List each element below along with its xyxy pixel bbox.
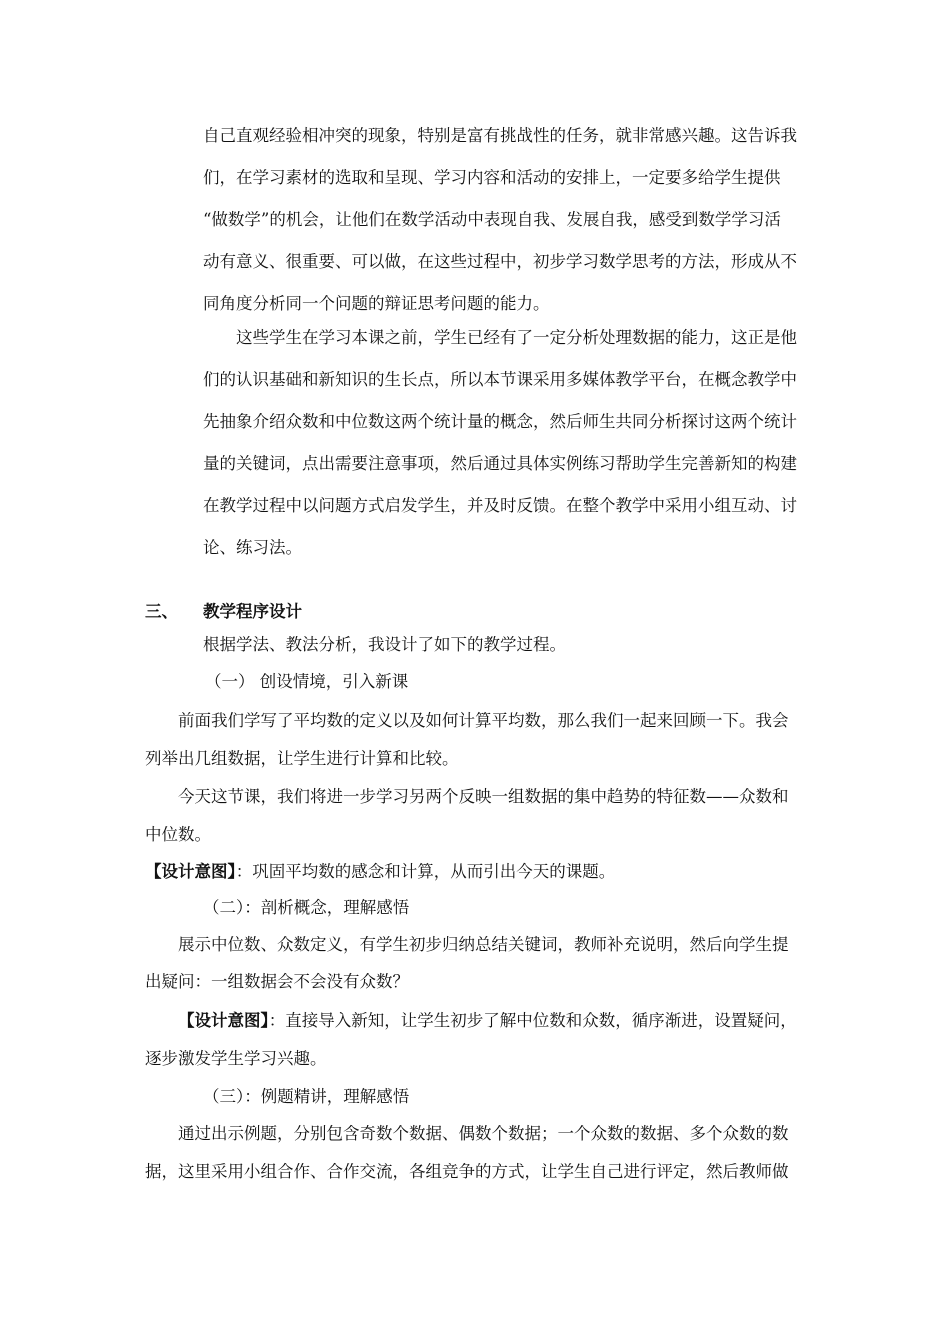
paragraph-line: 今天这节课，我们将进一步学习另两个反映一组数据的集中趋势的特征数——众数和: [178, 787, 789, 806]
paragraph-line: 通过出示例题，分别包含奇数个数据、偶数个数据；一个众数的数据、多个众数的数: [178, 1124, 789, 1143]
paragraph-line: 据，这里采用小组合作、合作交流，各组竞争的方式，让学生自己进行评定，然后教师做: [145, 1162, 789, 1181]
paragraph-line: 自己直观经验相冲突的现象，特别是富有挑战性的任务，就非常感兴趣。这告诉我: [203, 126, 797, 145]
paragraph-line: 量的关键词，点出需要注意事项，然后通过具体实例练习帮助学生完善新知的构建: [203, 454, 797, 473]
section-title: 教学程序设计: [203, 602, 302, 621]
paragraph-line: 展示中位数、众数定义，有学生初步归纳总结关键词，教师补充说明，然后向学生提: [178, 935, 789, 954]
subsection-heading: （一） 创设情境，引入新课: [205, 672, 409, 691]
design-intent: [178, 1013, 797, 1030]
paragraph-line: 列举出几组数据，让学生进行计算和比较。: [145, 749, 459, 768]
paragraph-line: 论、练习法。: [203, 538, 302, 557]
paragraph-line: 动有意义、很重要、可以做，在这些过程中，初步学习数学思考的方法，形成从不: [203, 252, 797, 271]
design-intent-label: 【设计意图】: [145, 862, 236, 881]
design-intent: [145, 864, 615, 881]
subsection-heading: （二）：剖析概念，理解感悟: [203, 898, 410, 917]
paragraph-line: 前面我们学写了平均数的定义以及如何计算平均数，那么我们一起来回顾一下。我会: [178, 711, 789, 730]
paragraph-line: 在教学过程中以问题方式启发学生，并及时反馈。在整个教学中采用小组互动、讨: [203, 496, 797, 515]
paragraph-line: 们，在学习素材的选取和呈现、学习内容和活动的安排上，一定要多给学生提供: [203, 168, 781, 187]
paragraph-line: 们的认识基础和新知识的生长点，所以本节课采用多媒体教学平台，在概念教学中: [203, 370, 797, 389]
paragraph-line: 出疑问：一组数据会不会没有众数？: [145, 972, 409, 991]
paragraph-line: 先抽象介绍众数和中位数这两个统计量的概念，然后师生共同分析探讨这两个统计: [203, 412, 797, 431]
design-intent-text: ：巩固平均数的感念和计算，从而引出今天的课题。: [235, 862, 616, 881]
section-number: 三、: [145, 602, 178, 621]
paragraph-line: 中位数。: [145, 825, 211, 844]
paragraph-line: 这些学生在学习本课之前，学生已经有了一定分析处理数据的能力，这正是他: [236, 328, 797, 347]
subsection-heading: （三）：例题精讲，理解感悟: [203, 1087, 410, 1106]
design-intent-label: 【设计意图】: [178, 1011, 269, 1030]
paragraph-line: 根据学法、教法分析，我设计了如下的教学过程。: [203, 635, 566, 654]
paragraph-line: 逐步激发学生学习兴趣。: [145, 1049, 327, 1068]
design-intent-text: ：直接导入新知，让学生初步了解中位数和众数，循序渐进，设置疑问，: [268, 1011, 797, 1030]
paragraph-line: 同角度分析同一个问题的辩证思考问题的能力。: [203, 294, 550, 313]
paragraph-line: “做数学”的机会，让他们在数学活动中表现自我、发展自我，感受到数学学习活: [203, 210, 781, 229]
